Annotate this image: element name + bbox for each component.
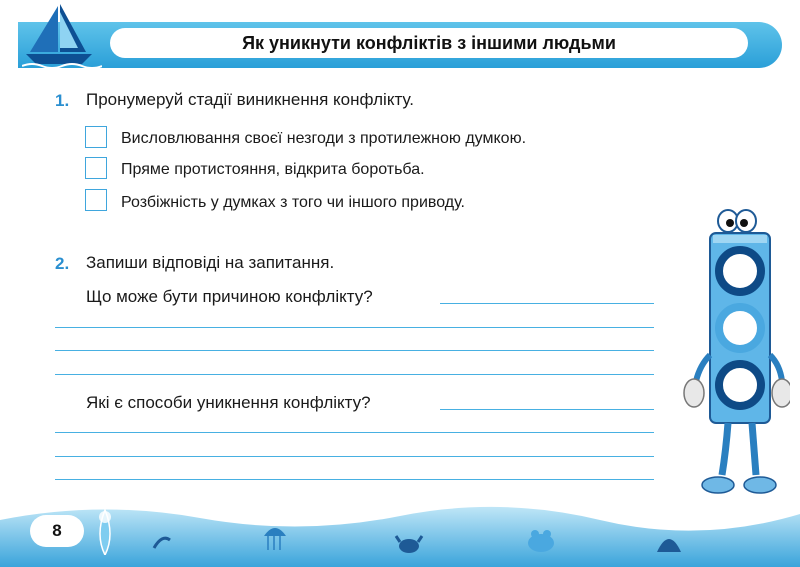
stage-text-3: Розбіжність у думках з того чи іншого приводу.	[121, 194, 465, 211]
question-1: Що може бути причиною конфлікту?	[86, 287, 373, 306]
answer-line[interactable]	[55, 479, 654, 480]
crab-icon	[392, 532, 426, 556]
question-2: Які є способи уникнення конфлікту?	[86, 393, 371, 412]
task-1-instruction: Пронумеруй стадії виникнення конфлікту.	[86, 90, 414, 109]
stage-text-2: Пряме протистояння, відкрита боротьба.	[121, 161, 425, 178]
stage-number-box-2[interactable]	[85, 157, 107, 179]
shell-icon	[655, 530, 683, 556]
answer-line[interactable]	[55, 374, 654, 375]
stage-number-box-3[interactable]	[85, 189, 107, 211]
sailboat-icon	[22, 2, 102, 72]
task-2-instruction: Запиши відповіді на запитання.	[86, 253, 335, 272]
task-1-number: 1.	[55, 91, 70, 110]
answer-line[interactable]	[440, 409, 654, 410]
seaweed-icon	[85, 505, 125, 555]
answer-line[interactable]	[55, 456, 654, 457]
shrimp-icon	[150, 530, 174, 554]
answer-line[interactable]	[55, 432, 654, 433]
stage-text-1: Висловлювання своєї незгоди з протилежною думкою.	[121, 130, 527, 147]
answer-line[interactable]	[440, 303, 654, 304]
task-2-number: 2.	[55, 254, 70, 273]
page-number: 8	[30, 515, 84, 547]
stage-number-box-1[interactable]	[85, 126, 107, 148]
answer-line[interactable]	[55, 350, 654, 351]
traffic-light-character-icon	[680, 205, 790, 505]
jellyfish-icon	[262, 522, 288, 552]
answer-line[interactable]	[55, 327, 654, 328]
frog-icon	[525, 528, 557, 554]
page-title: Як уникнути конфліктів з іншими людьми	[110, 28, 748, 58]
